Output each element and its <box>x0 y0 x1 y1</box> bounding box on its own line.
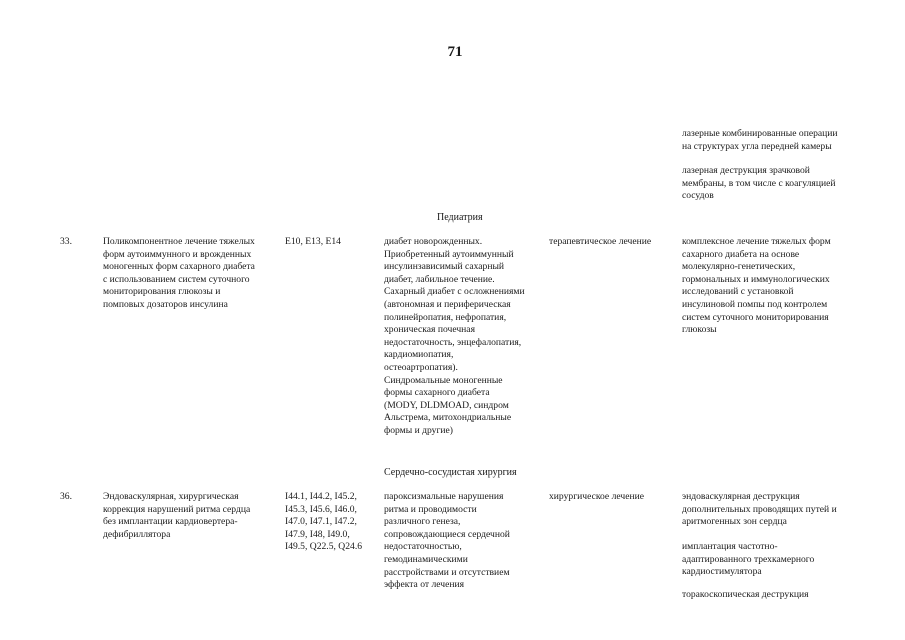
method-laser-pupil-membrane-destruction: лазерная деструкция зрачковой мембраны, в том числе с коагуляцией сосудов <box>682 165 836 202</box>
row-treatment-method: имплантация частотно- адаптированного трехкамерного кардиостимулятора <box>682 541 815 578</box>
row-care-name: Эндоваскулярная, хирургическая коррекция нарушений ритма сердца без имплантации кардиовертера- дефибриллятора <box>103 491 251 540</box>
row-diagnosis: пароксизмальные нарушения ритма и проводимости различного генеза, сопровождающиеся сердечной недостаточностью, гемодинамическими расстройствами и отсутствием эффекта от лечения <box>384 491 510 591</box>
row-icd-codes: E10, E13, E14 <box>285 236 341 247</box>
row-treatment-method: эндоваскулярная деструкция дополнительных проводящих путей и аритмогенных зон сердца <box>682 491 837 528</box>
row-number: 36. <box>60 491 72 502</box>
page-number: 71 <box>447 44 463 60</box>
section-heading-pediatrics: Педиатрия <box>437 212 483 223</box>
row-treatment-method: комплексное лечение тяжелых форм сахарного диабета на основе молекулярно-генетических, гормональных и иммунологических исследований с установкой инсулиновой помпы под контролем систем суточного мониторирования глюкозы <box>682 236 831 336</box>
row-diagnosis: диабет новорожденных. Приобретенный аутоиммунный инсулинзависимый сахарный диабет, лабильное течение. Сахарный диабет с осложнениями (автономная и периферическая полинейропатия, нефропатия, хроническая почечная недостаточность, энцефалопатия, кардиомиопатия, остеоартропатия). Синдромальные моногенные формы сахарного диабета (MODY, DLDMOAD, синдром Альстрема, митохондриальные формы и другие) <box>384 236 525 436</box>
row-treatment-type: хирургическое лечение <box>549 491 645 502</box>
row-treatment-method: торакоскопическая деструкция <box>682 589 809 600</box>
section-heading-cardiovascular-surgery: Сердечно-сосудистая хирургия <box>384 467 517 478</box>
row-icd-codes: I44.1, I44.2, I45.2, I45.3, I45.6, I46.0, I47.0, I47.1, I47.2, I47.9, I48, I49.0, I49.5, Q22.5, Q24.6 <box>285 491 363 553</box>
row-treatment-type: терапевтическое лечение <box>549 236 652 247</box>
method-laser-combined-operations: лазерные комбинированные операции на структурах угла передней камеры <box>682 128 838 152</box>
row-care-name: Поликомпонентное лечение тяжелых форм аутоиммунного и врожденных моногенных форм сахарного диабета с использованием систем суточного мониторирования глюкозы и помповых дозаторов инсулина <box>103 236 255 310</box>
row-number: 33. <box>60 236 72 247</box>
